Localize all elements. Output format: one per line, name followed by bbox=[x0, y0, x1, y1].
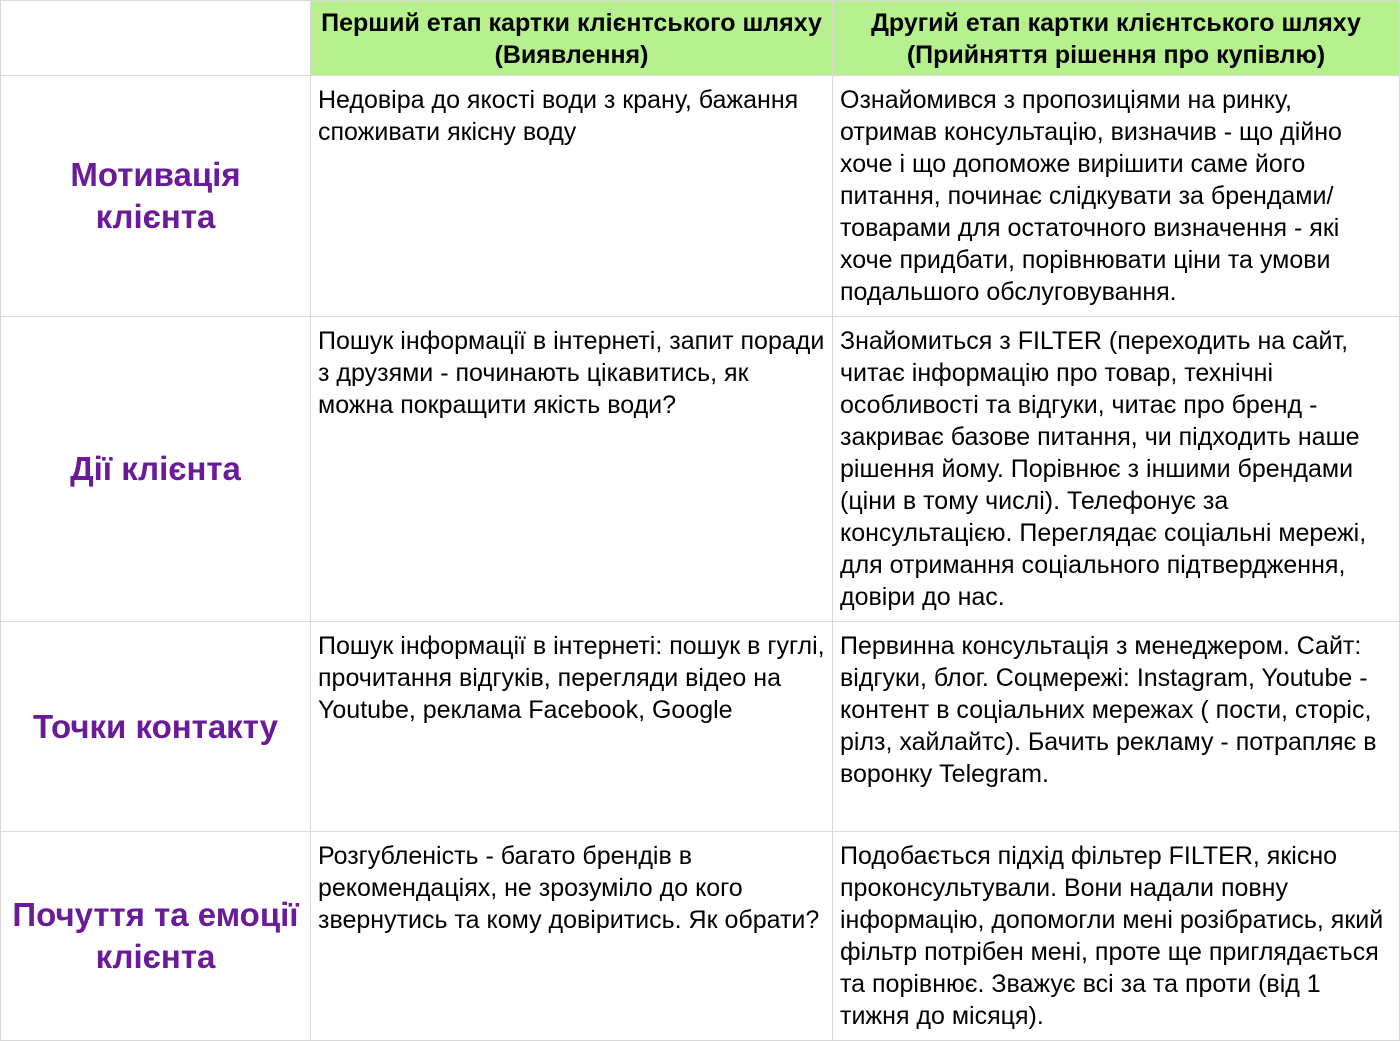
stage-1-header-cell[interactable] bbox=[311, 1, 833, 76]
cell-text: Розгубленість - багато брендів в рекомендаціях, не зрозуміло до кого звернутись та кому довіритись. Як обрати? bbox=[318, 842, 820, 934]
stage-1-header-text: Перший етап картки клієнтського шляху (Виявлення) bbox=[321, 9, 822, 69]
cell-text: Подобається підхід фільтер FILTER, якісно проконсультували. Вони надали повну інформацію, допомогли мені розібратись, який фільтр потрібен мені, проте ще приглядається та порівнює. Зважує всі за та проти (від 1 тижня до місяця). bbox=[840, 842, 1384, 1030]
stage-2-header-text: Другий етап картки клієнтського шляху (Прийняття рішення про купівлю) bbox=[871, 9, 1361, 69]
cell-text: Ознайомився з пропозиціями на ринку, отримав консультацію, визначив - що дійно хоче і що допоможе вирішити саме його питання, починає слідкувати за брендами/товарами для остаточного визначення - які хоче придбати, порівнювати ціни та умови подальшого обслуговування. bbox=[840, 86, 1342, 306]
row-label-cell[interactable] bbox=[1, 832, 311, 1041]
stage-2-header-cell[interactable] bbox=[833, 1, 1400, 76]
row-label-cell[interactable] bbox=[1, 76, 311, 317]
stage-2-cell[interactable] bbox=[833, 317, 1400, 622]
table-row bbox=[1, 317, 1400, 622]
stage-1-cell[interactable] bbox=[311, 317, 833, 622]
table-row bbox=[1, 832, 1400, 1041]
row-label-motivation: Мотивація клієнта bbox=[70, 156, 241, 235]
corner-cell[interactable] bbox=[1, 1, 311, 76]
table-row bbox=[1, 76, 1400, 317]
stage-1-cell[interactable] bbox=[311, 832, 833, 1041]
row-label-actions: Дії клієнта bbox=[70, 450, 241, 487]
table-row bbox=[1, 622, 1400, 832]
header-row bbox=[1, 1, 1400, 76]
stage-2-cell[interactable] bbox=[833, 76, 1400, 317]
cell-text: Недовіра до якості води з крану, бажання споживати якісну воду bbox=[318, 86, 799, 146]
cell-text: Знайомиться з FILTER (переходить на сайт, читає інформацію про товар, технічні особливості та відгуки, читає про бренд - закриває базове питання, чи підходить наше рішення йому. Порівнює з іншими брендами (ціни в тому числі). Телефонує за консультацією. Переглядає соціальні мережі, для отримання соціального підтвердження, довіри до нас. bbox=[840, 327, 1367, 611]
stage-2-cell[interactable] bbox=[833, 832, 1400, 1041]
stage-1-cell[interactable] bbox=[311, 76, 833, 317]
cell-text: Пошук інформації в інтернеті, запит поради з друзями - починають цікавитись, як можна покращити якість води? bbox=[318, 327, 825, 419]
cell-text: Пошук інформації в інтернеті: пошук в гуглі, прочитання відгуків, перегляди відео на Youtube, реклама Facebook, Google bbox=[318, 632, 825, 724]
cell-text: Первинна консультація з менеджером. Сайт: відгуки, блог. Соцмережі: Instagram, Youtube - контент в соціальних мережах ( пости, сторіс, рілз, хайлайтс). Бачить рекламу - потрапляє в воронку Telegram. bbox=[840, 632, 1377, 788]
row-label-cell[interactable] bbox=[1, 317, 311, 622]
stage-1-cell[interactable] bbox=[311, 622, 833, 832]
row-label-cell[interactable] bbox=[1, 622, 311, 832]
row-label-touchpoints: Точки контакту bbox=[32, 707, 279, 745]
row-label-emotions: Почуття та емоції клієнта bbox=[12, 896, 299, 975]
stage-2-cell[interactable] bbox=[833, 622, 1400, 832]
